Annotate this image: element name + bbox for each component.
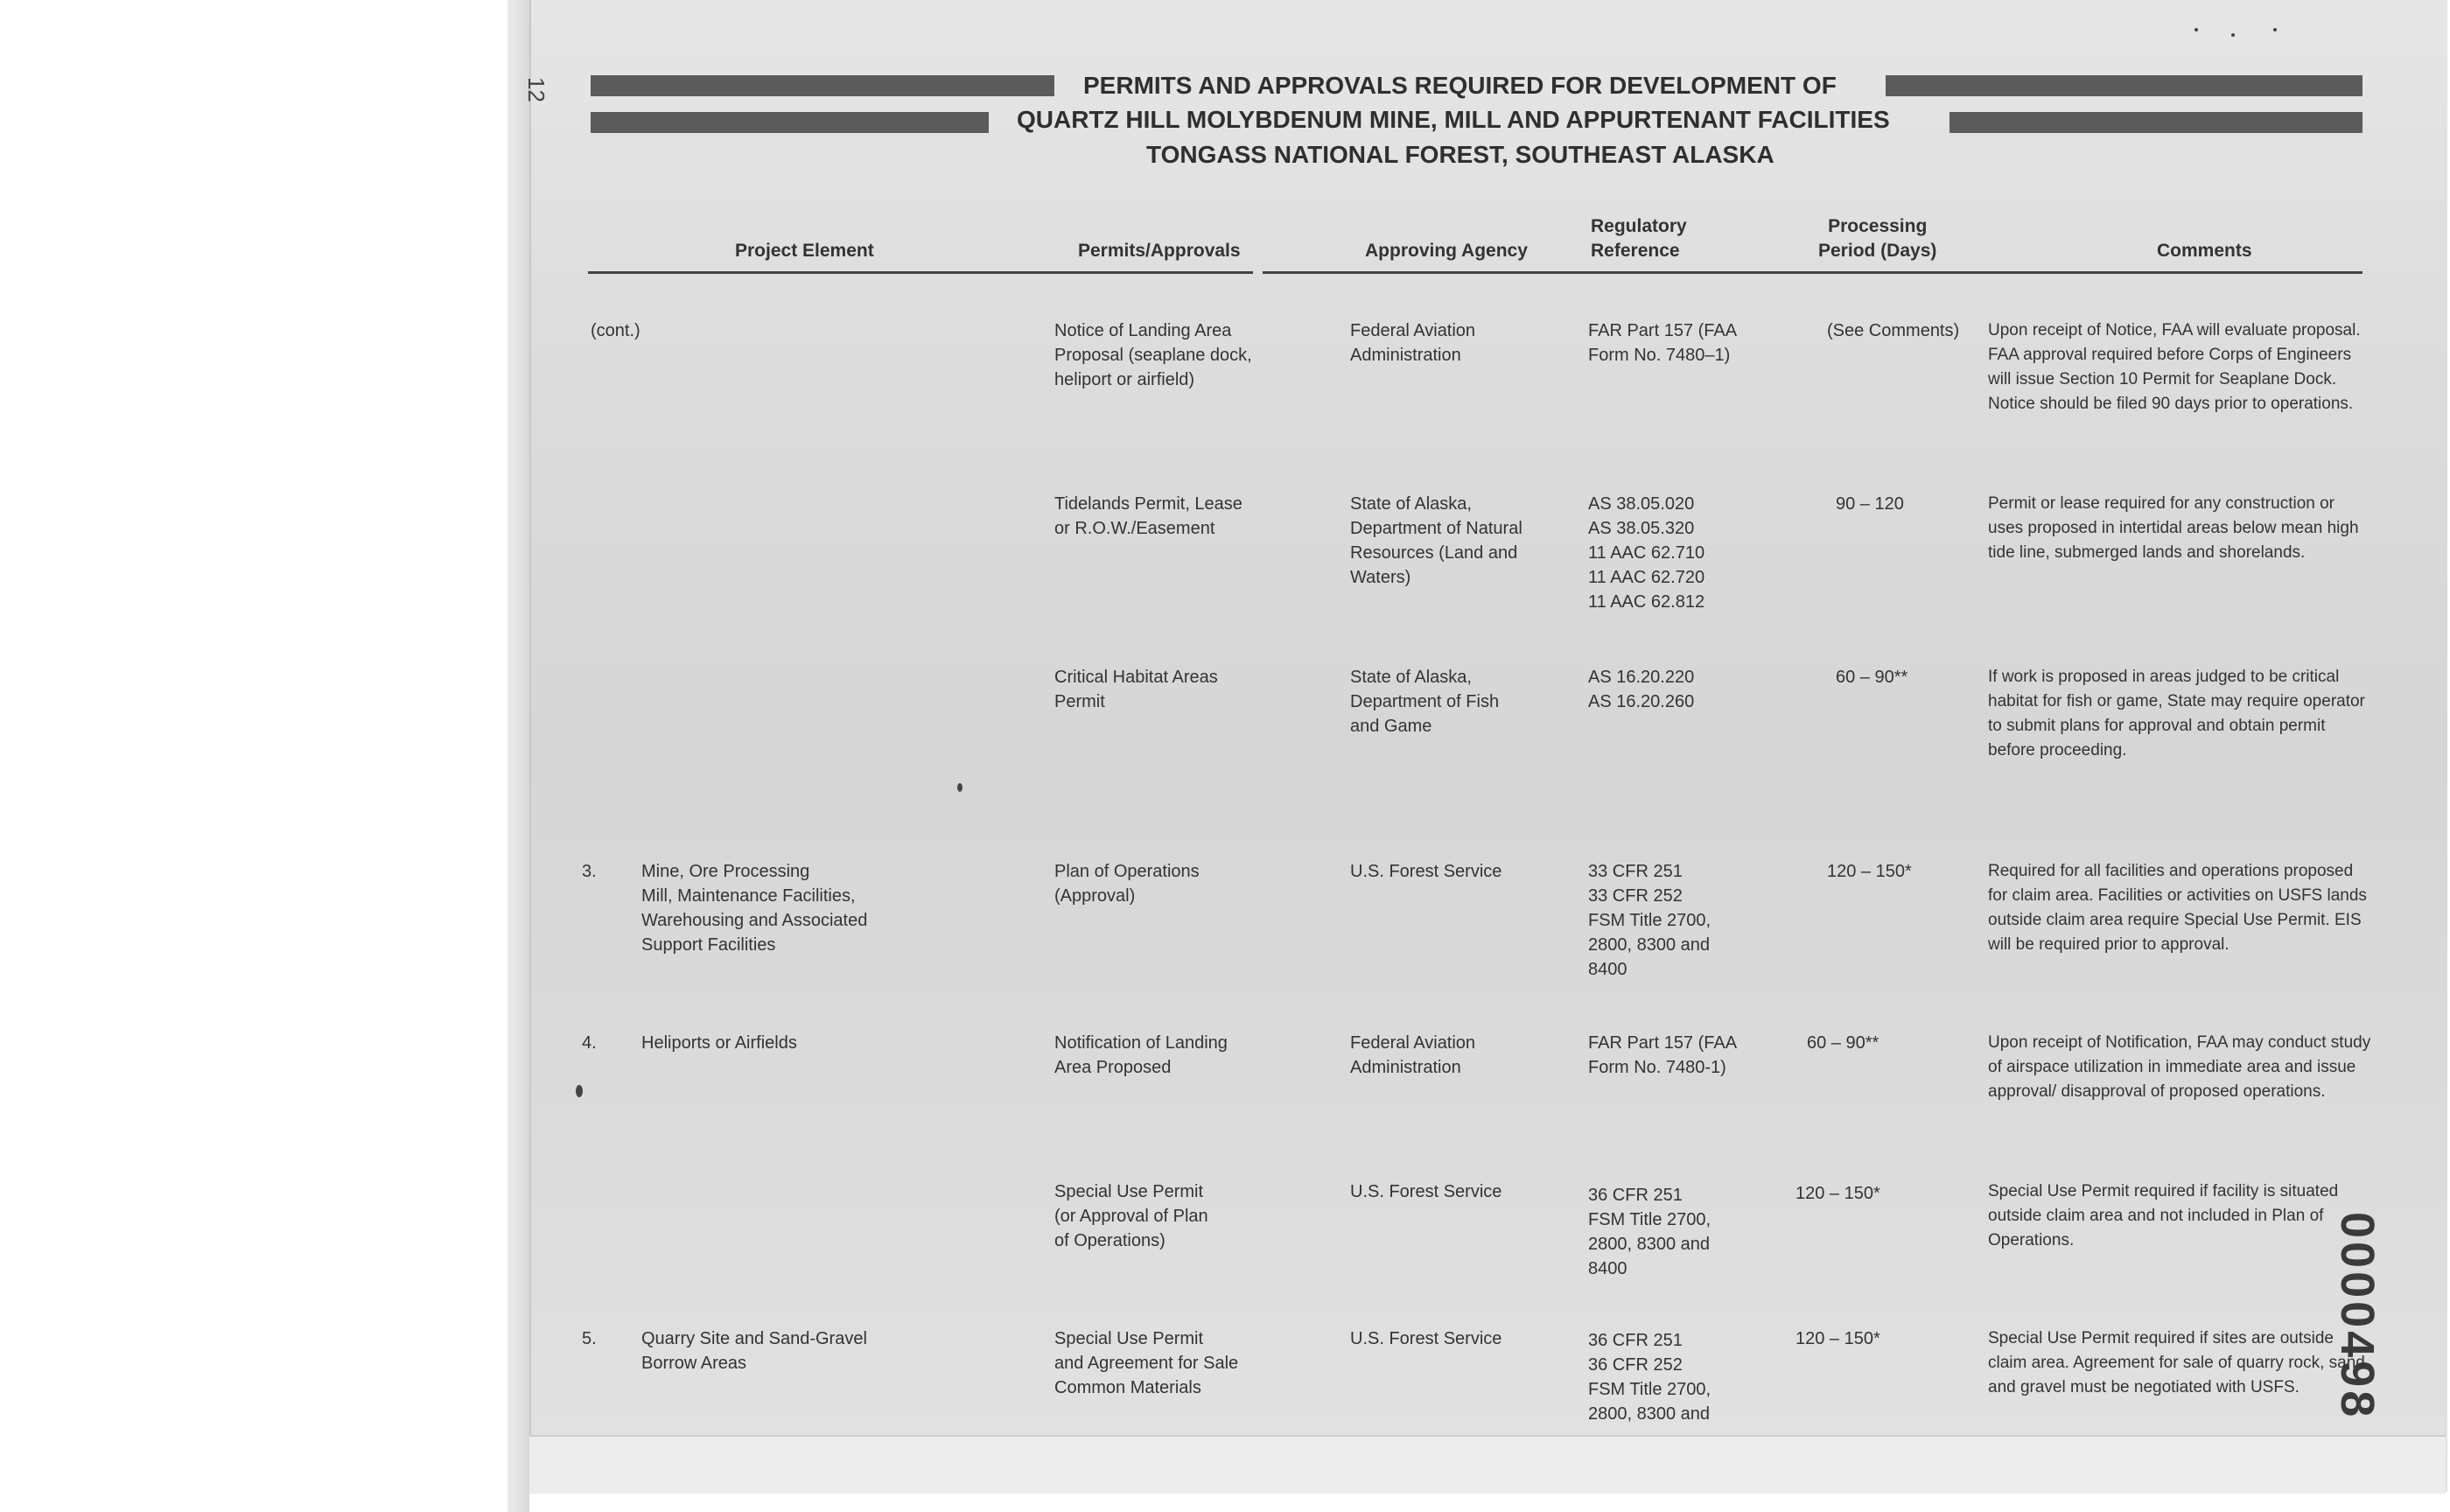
title-bar-right-1: [1886, 75, 2362, 96]
row-7-permit-line-1: Special Use Permit: [1054, 1329, 1204, 1348]
row-1-permit-line-3: heliport or airfield): [1054, 370, 1195, 389]
row-4-number: 3.: [582, 862, 597, 881]
row-7-reference-line-1: 36 CFR 251: [1588, 1331, 1683, 1350]
title-line-2: QUARTZ HILL MOLYBDENUM MINE, MILL AND APPURTENANT FACILITIES: [1017, 106, 1890, 133]
row-4-element-line-4: Support Facilities: [641, 935, 776, 955]
row-2-reference-line-1: AS 38.05.020: [1588, 494, 1695, 514]
row-1-agency-line-2: Administration: [1350, 346, 1461, 365]
row-1-permit-line-2: Proposal (seaplane dock,: [1054, 346, 1252, 365]
row-4-element-line-2: Mill, Maintenance Facilities,: [641, 886, 856, 906]
row-7-agency-line-1: U.S. Forest Service: [1350, 1329, 1502, 1348]
row-1-element: [591, 318, 640, 343]
row-7-permit-line-2: and Agreement for Sale: [1054, 1354, 1239, 1373]
row-7-element-line-2: Borrow Areas: [641, 1354, 747, 1373]
scan-speck: [2231, 33, 2235, 37]
row-5-element-line-1: Heliports or Airfields: [641, 1033, 797, 1053]
row-1-permit-line-1: Notice of Landing Area: [1054, 321, 1232, 340]
row-2-agency: [1350, 492, 1522, 590]
row-4-element-line-3: Warehousing and Associated: [641, 911, 868, 930]
row-4-reference-line-2: 33 CFR 252: [1588, 886, 1683, 906]
header-permits: Permits/Approvals: [1078, 241, 1241, 261]
row-5-number: 4.: [582, 1033, 597, 1053]
row-5-permit-line-2: Area Proposed: [1054, 1058, 1172, 1077]
row-4-reference-line-3: FSM Title 2700,: [1588, 911, 1712, 930]
row-4-reference-line-1: 33 CFR 251: [1588, 862, 1683, 881]
row-4-comment: Required for all facilities and operations proposed for claim area. Facilities or activities on USFS lands outside claim area require Special Use Permit. EIS will be required prior to approval.: [1988, 862, 2367, 954]
title-line-3: TONGASS NATIONAL FOREST, SOUTHEAST ALASKA: [1146, 141, 1774, 168]
row-2-permit-line-1: Tidelands Permit, Lease: [1054, 494, 1242, 514]
header-period-line-2: Period (Days): [1818, 241, 1937, 261]
row-6-permit-line-1: Special Use Permit: [1054, 1182, 1204, 1201]
scan-speck: [2273, 28, 2277, 32]
row-5-permit: [1054, 1031, 1228, 1080]
row-2-agency-line-2: Department of Natural: [1350, 519, 1522, 538]
row-6-agency: [1350, 1180, 1502, 1204]
row-3-agency: [1350, 665, 1499, 738]
row-2-agency-line-4: Waters): [1350, 568, 1411, 587]
row-6-reference: [1588, 1183, 1711, 1281]
row-4-period: 120 – 150*: [1827, 862, 1912, 881]
row-6-reference-line-3: 2800, 8300 and: [1588, 1235, 1711, 1254]
row-5-agency-line-1: Federal Aviation: [1350, 1033, 1476, 1053]
row-4-permit-line-2: (Approval): [1054, 886, 1136, 906]
header-agency: Approving Agency: [1365, 241, 1528, 261]
title-bar-left-1: [591, 75, 1054, 96]
row-1-reference-line-2: Form No. 7480–1): [1588, 346, 1731, 365]
header-rule-right: [1263, 271, 2362, 274]
row-4-permit: [1054, 859, 1200, 908]
row-7-element-line-1: Quarry Site and Sand-Gravel: [641, 1329, 867, 1348]
row-5-period: 60 – 90**: [1807, 1033, 1880, 1053]
row-5-element: [641, 1031, 797, 1055]
header-period: [1818, 214, 1936, 263]
header-rule-left: [588, 271, 1253, 274]
scan-margin: [0, 0, 508, 1512]
row-3-permit-line-2: Permit: [1054, 692, 1105, 711]
row-3-permit-line-1: Critical Habitat Areas: [1054, 668, 1218, 687]
sheet-edge-shadow: [508, 0, 529, 1512]
header-reference-line-2: Reference: [1591, 241, 1680, 261]
row-5-reference-line-1: FAR Part 157 (FAA: [1588, 1033, 1738, 1053]
page-number: 12: [523, 77, 550, 102]
row-1-permit: [1054, 318, 1252, 392]
row-3-agency-line-1: State of Alaska,: [1350, 668, 1472, 687]
row-4-agency-line-1: U.S. Forest Service: [1350, 862, 1502, 881]
row-3-agency-line-2: Department of Fish: [1350, 692, 1500, 711]
title-bar-right-2: [1950, 112, 2362, 133]
row-7-period: 120 – 150*: [1796, 1329, 1880, 1348]
row-2-reference-line-3: 11 AAC 62.710: [1588, 543, 1705, 563]
row-6-permit: [1054, 1180, 1208, 1253]
row-2-reference-line-5: 11 AAC 62.812: [1588, 592, 1705, 612]
row-6-reference-line-4: 8400: [1588, 1259, 1628, 1278]
row-2-reference-line-4: 11 AAC 62.720: [1588, 568, 1705, 587]
row-6-reference-line-1: 36 CFR 251: [1588, 1186, 1683, 1205]
row-3-period: 60 – 90**: [1836, 668, 1908, 687]
row-3-comment: If work is proposed in areas judged to be critical habitat for fish or game, State may require operator to submit plans for approval and obtain permit before proceeding.: [1988, 668, 2365, 760]
document-control-number: 0000498: [2331, 1212, 2384, 1421]
row-7-element: [641, 1326, 867, 1376]
row-1-comment: Upon receipt of Notice, FAA will evaluate proposal. FAA approval required before Corps of Engineers will issue Section 10 Permit for Seaplane Dock. Notice should be filed 90 days prior to operations.: [1988, 321, 2361, 413]
header-reference: [1591, 214, 1687, 263]
row-7-permit: [1054, 1326, 1238, 1400]
row-5-reference-line-2: Form No. 7480-1): [1588, 1058, 1726, 1077]
row-2-comment: Permit or lease required for any construction or uses proposed in intertidal areas below mean high tide line, submerged lands and shorelands.: [1988, 494, 2359, 562]
row-1-agency-line-1: Federal Aviation: [1350, 321, 1476, 340]
row-6-period: 120 – 150*: [1796, 1184, 1880, 1203]
page-bottom-strip: [529, 1435, 2446, 1494]
row-5-agency: [1350, 1031, 1475, 1080]
row-3-reference-line-1: AS 16.20.220: [1588, 668, 1695, 687]
row-4-reference-line-5: 8400: [1588, 960, 1628, 979]
row-6-permit-line-2: (or Approval of Plan: [1054, 1207, 1208, 1226]
row-2-period: 90 – 120: [1836, 494, 1904, 514]
row-7-reference: [1588, 1328, 1711, 1426]
row-6-comment: Special Use Permit required if facility is situated outside claim area and not included in Plan of Operations.: [1988, 1182, 2339, 1250]
row-1-reference-line-1: FAR Part 157 (FAA: [1588, 321, 1738, 340]
header-period-line-1: Processing: [1828, 216, 1928, 236]
row-2-permit: [1054, 492, 1242, 541]
row-6-permit-line-3: of Operations): [1054, 1231, 1166, 1250]
row-1-period: (See Comments): [1827, 321, 1960, 340]
scan-speck: [2194, 28, 2198, 32]
header-comments: Comments: [2157, 241, 2252, 261]
row-3-agency-line-3: and Game: [1350, 717, 1432, 736]
title-line-1: PERMITS AND APPROVALS REQUIRED FOR DEVELOPMENT OF: [1083, 72, 1837, 99]
row-1-element-line: (cont.): [591, 321, 640, 340]
row-2-reference-line-2: AS 38.05.320: [1588, 519, 1695, 538]
row-7-reference-line-3: FSM Title 2700,: [1588, 1380, 1712, 1399]
row-7-reference-line-4: 2800, 8300 and: [1588, 1404, 1711, 1424]
row-7-number: 5.: [582, 1329, 597, 1348]
title-bar-left-2: [591, 112, 989, 133]
row-2-reference: [1588, 492, 1704, 614]
scan-speck: [576, 1085, 583, 1097]
row-4-reference-line-4: 2800, 8300 and: [1588, 935, 1711, 955]
row-2-permit-line-2: or R.O.W./Easement: [1054, 519, 1215, 538]
row-3-reference: [1588, 665, 1694, 714]
row-5-permit-line-1: Notification of Landing: [1054, 1033, 1228, 1053]
scan-speck: [957, 783, 962, 792]
row-4-reference: [1588, 859, 1711, 982]
row-7-comment: Special Use Permit required if sites are outside claim area. Agreement for sale of quarry rock, sand and gravel must be negotiated with USFS.: [1988, 1329, 2365, 1396]
row-6-agency-line-1: U.S. Forest Service: [1350, 1182, 1502, 1201]
row-3-reference-line-2: AS 16.20.260: [1588, 692, 1695, 711]
header-reference-line-1: Regulatory: [1591, 216, 1687, 236]
row-5-agency-line-2: Administration: [1350, 1058, 1461, 1077]
row-5-comment: Upon receipt of Notification, FAA may conduct study of airspace utilization in immediate area and issue approval/ disapproval of proposed operations.: [1988, 1033, 2371, 1101]
row-4-agency: [1350, 859, 1502, 884]
row-2-agency-line-3: Resources (Land and: [1350, 543, 1518, 563]
row-7-reference-line-2: 36 CFR 252: [1588, 1355, 1683, 1375]
row-2-agency-line-1: State of Alaska,: [1350, 494, 1472, 514]
row-4-permit-line-1: Plan of Operations: [1054, 862, 1200, 881]
row-4-element: [641, 859, 867, 957]
row-1-reference: [1588, 318, 1737, 368]
row-3-permit: [1054, 665, 1218, 714]
row-4-element-line-1: Mine, Ore Processing: [641, 862, 810, 881]
row-5-reference: [1588, 1031, 1737, 1080]
row-1-agency: [1350, 318, 1475, 368]
row-7-agency: [1350, 1326, 1502, 1351]
row-6-reference-line-2: FSM Title 2700,: [1588, 1210, 1712, 1229]
header-project-element: Project Element: [735, 241, 874, 261]
row-7-permit-line-3: Common Materials: [1054, 1378, 1201, 1397]
